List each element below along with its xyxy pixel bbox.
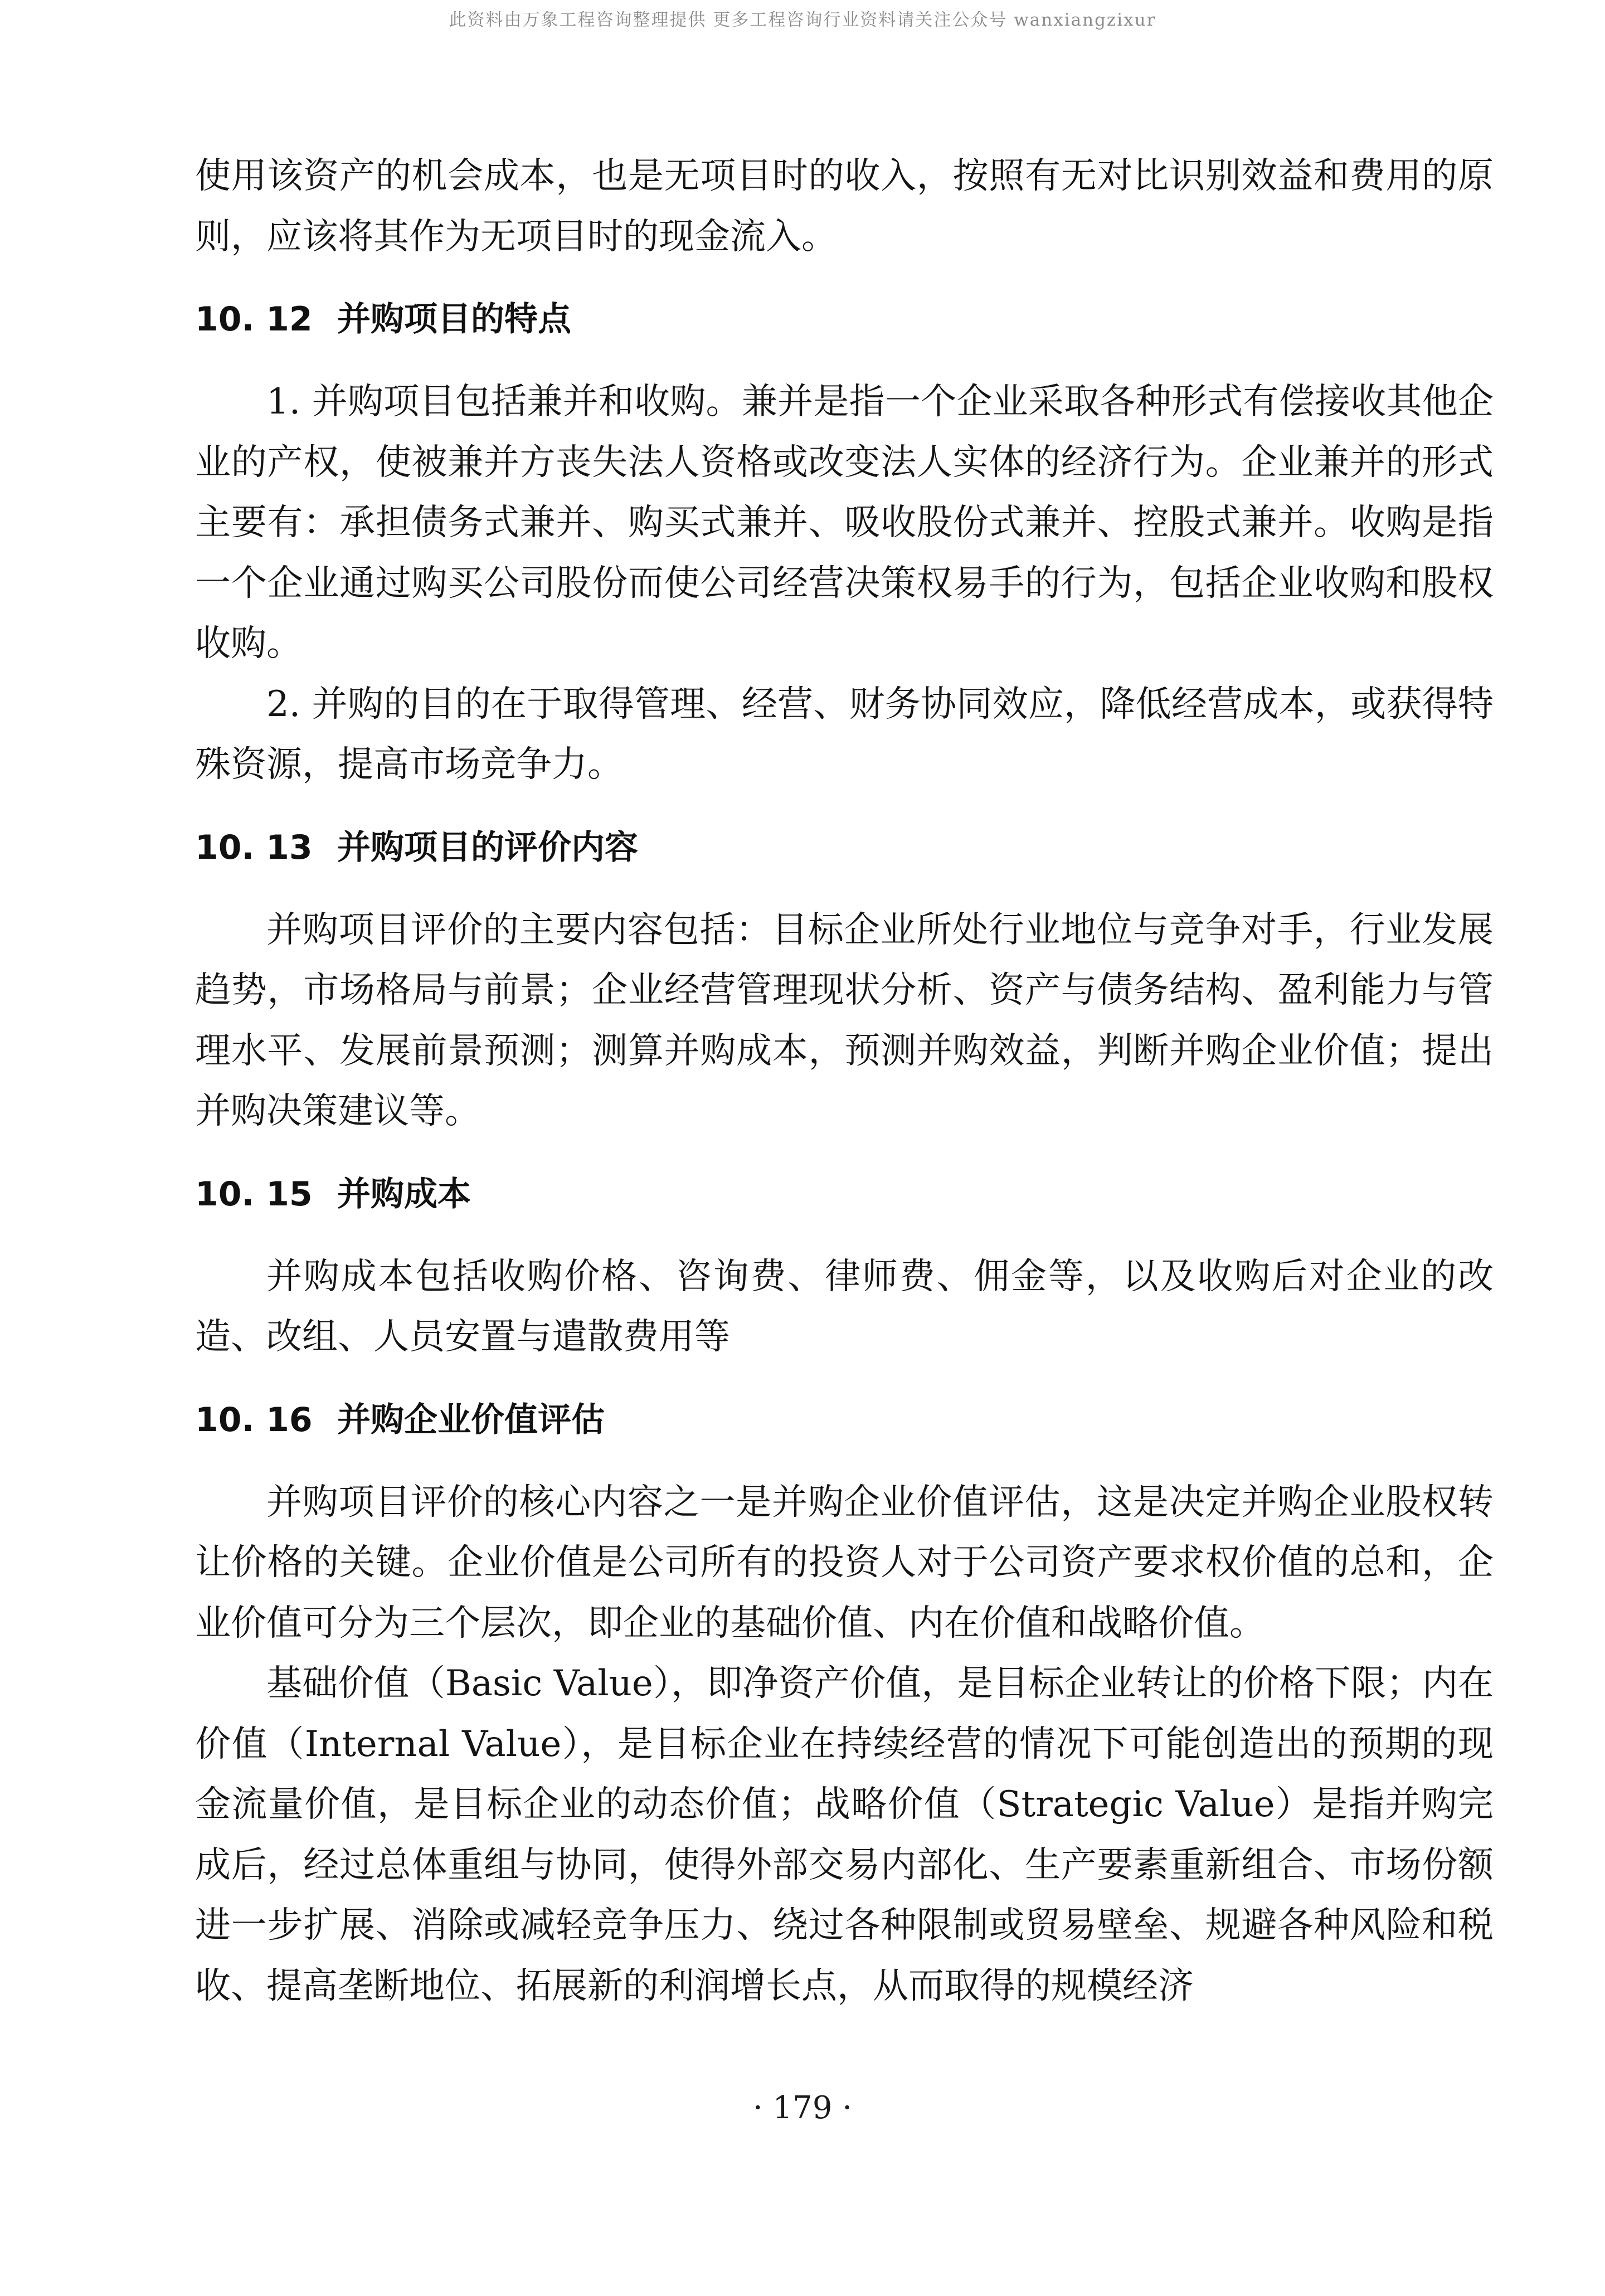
section-heading bbox=[195, 1390, 1494, 1450]
paragraph: 并购项目评价的核心内容之一是并购企业价值评估，这是决定并购企业股权转让价格的关键。企业价值是公司所有的投资人对于公司资产要求权价值的总和，企业价值可分为三个层次，即企业的基础价值、内在价值和战略价值。 bbox=[195, 1481, 1494, 1644]
section-title: 并购成本 bbox=[337, 1174, 471, 1214]
section-title: 并购项目的特点 bbox=[337, 300, 571, 339]
paragraph: 2. 并购的目的在于取得管理、经营、财务协同效应，降低经营成本，或获得特殊资源，提高市场竞争力。 bbox=[195, 683, 1494, 785]
paragraph: 并购成本包括收购价格、咨询费、律师费、佣金等，以及收购后对企业的改造、改组、人员安置与遣散费用等 bbox=[195, 1256, 1494, 1358]
page-number: · 179 · bbox=[752, 2090, 853, 2126]
section-number: 10. 16 bbox=[195, 1400, 313, 1439]
section-heading bbox=[195, 1164, 1494, 1224]
paragraph: 基础价值（Basic Value），即净资产价值，是目标企业转让的价格下限；内在价值（Internal Value），是目标企业在持续经营的情况下可能创造出的预期的现金流量价值，是目标企业的动态价值；战略价值（Strategic Value）是指并购完成后，经过总体重组与协同，使得外部交易内部化、生产要素重新组合、市场份额进一步扩展、消除或减轻竞争压力、绕过各种限制或贸易壁垒、规避各种风险和税收、提高垄断地位、拓展新的利润增长点，从而取得的规模经济 bbox=[195, 1663, 1494, 2007]
section-number: 10. 13 bbox=[195, 828, 313, 867]
paragraph: 1. 并购项目包括兼并和收购。兼并是指一个企业采取各种形式有偿接收其他企业的产权，使被兼并方丧失法人资格或改变法人实体的经济行为。企业兼并的形式主要有：承担债务式兼并、购买式兼并、吸收股份式兼并、控股式兼并。收购是指一个企业通过购买公司股份而使公司经营决策权易手的行为，包括企业收购和股权收购。 bbox=[195, 381, 1494, 664]
section-title: 并购企业价值评估 bbox=[337, 1400, 605, 1439]
section-heading bbox=[195, 818, 1494, 878]
paragraph: 使用该资产的机会成本，也是无项目时的收入，按照有无对比识别效益和费用的原则，应该将其作为无项目时的现金流入。 bbox=[195, 155, 1494, 257]
section-title: 并购项目的评价内容 bbox=[337, 828, 638, 867]
section-number: 10. 15 bbox=[195, 1174, 313, 1214]
paragraph: 并购项目评价的主要内容包括：目标企业所处行业地位与竞争对手，行业发展趋势，市场格局与前景；企业经营管理现状分析、资产与债务结构、盈利能力与管理水平、发展前景预测；测算并购成本，预测并购效益，判断并购企业价值；提出并购决策建议等。 bbox=[195, 909, 1494, 1132]
page-body bbox=[195, 146, 1494, 2016]
section-number: 10. 12 bbox=[195, 300, 313, 339]
watermark-banner: 此资料由万象工程咨询整理提供 更多工程咨询行业资料请关注公众号 wanxiangzixur bbox=[449, 10, 1156, 30]
section-heading bbox=[195, 289, 1494, 349]
